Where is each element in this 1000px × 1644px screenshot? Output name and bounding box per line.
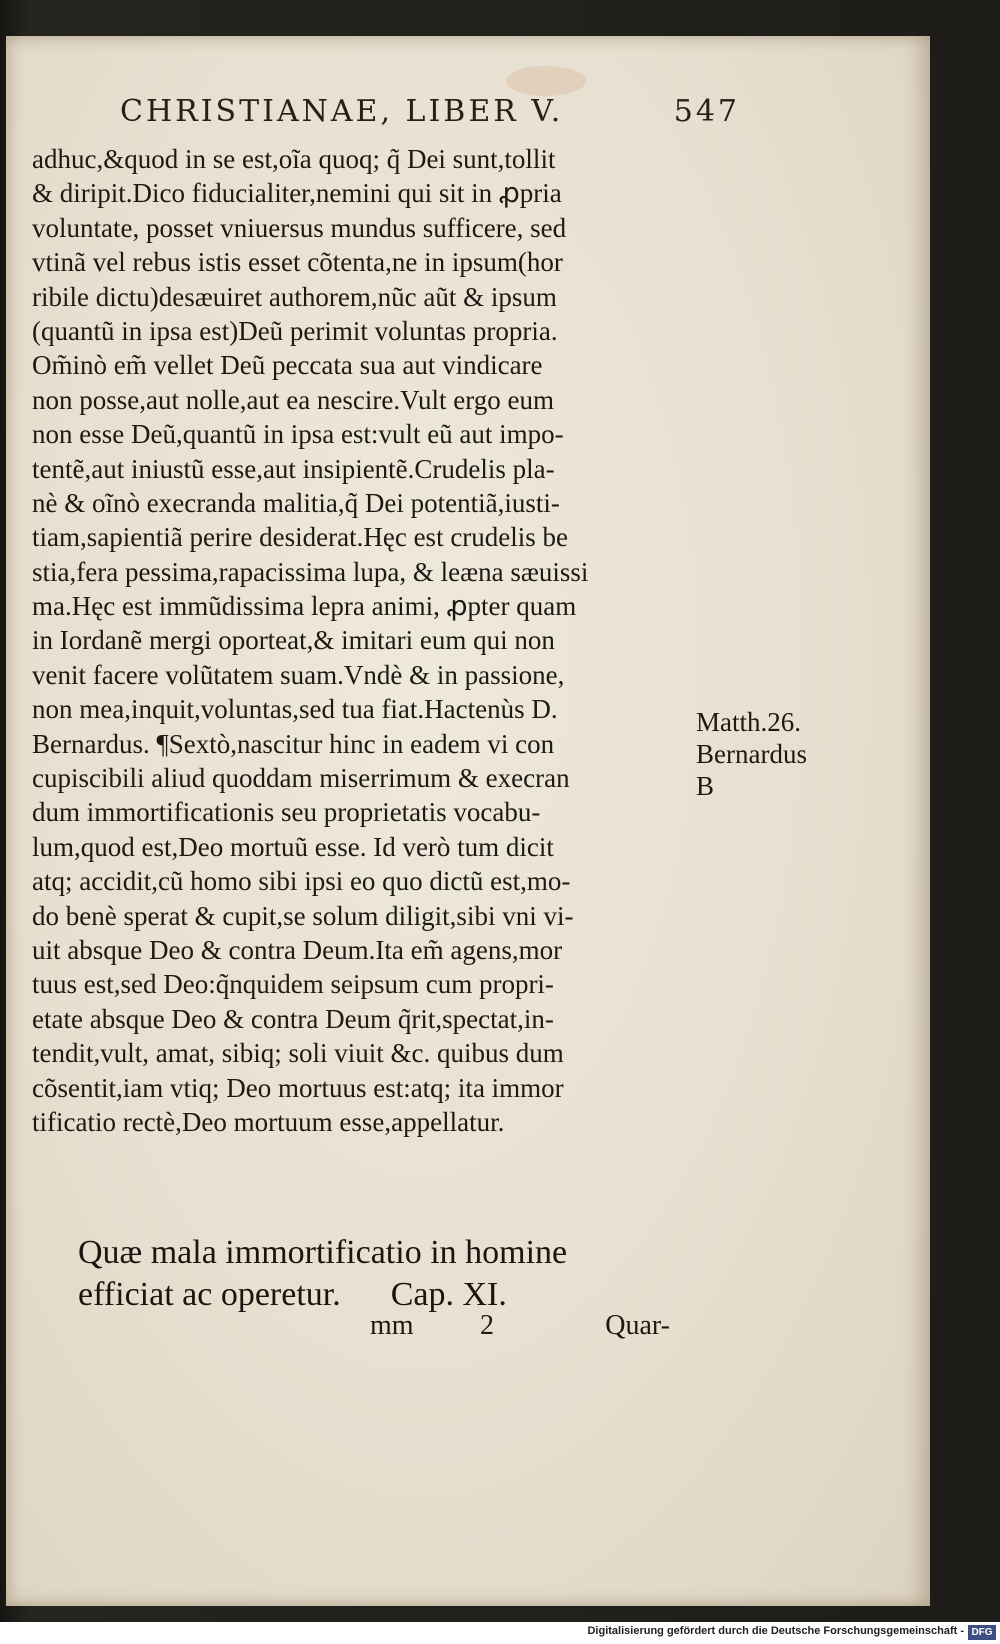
text-line: tendit,vult, amat, sibiq; soli viuit &c. quibus dum <box>32 1038 564 1069</box>
text-line: Om̃inò em̃ vellet Deũ peccata sua aut vindicare <box>32 350 543 381</box>
page-stain <box>506 66 586 96</box>
margin-note: Bernardus <box>696 739 807 769</box>
dfg-logo-icon: DFG <box>968 1625 996 1640</box>
text-line: tuus est,sed Deo:q̃nquidem seipsum cum propri- <box>32 969 554 1000</box>
text-line: non posse,aut nolle,aut ea nescire.Vult ergo eum <box>32 384 554 415</box>
text-line: dum immortificationis seu proprietatis vocabu- <box>32 797 541 828</box>
text-line: non mea,inquit,voluntas,sed tua fiat.Hactenùs D. <box>32 694 558 725</box>
text-line: nè & oĩnò execranda malitia,q̃ Dei potentiã,iusti- <box>32 487 560 518</box>
text-line: etate absque Deo & contra Deum q̃rit,spectat,in- <box>32 1003 554 1034</box>
text-line: cupiscibili aliud quoddam miserrimum & execran <box>32 763 570 794</box>
margin-note: B <box>696 771 715 801</box>
signature-mark: mm <box>370 1310 414 1341</box>
text-line: tificatio rectè,Deo mortuum esse,appellatur. <box>32 1106 505 1137</box>
text-line: ma.Hęc est immũdissima lepra animi, ꝓpter quam <box>32 591 577 622</box>
running-head-title: CHRISTIANAE, LIBER V. <box>120 94 564 129</box>
page-number: 547 <box>673 94 740 129</box>
text-line: non esse Deũ,quantũ in ipsa est:vult eũ aut impo- <box>32 419 564 450</box>
text-line: & diripit.Dico fiducialiter,nemini qui sit in ꝓpria <box>32 178 562 209</box>
margin-notes <box>696 706 807 802</box>
chapter-heading-text: efficiat ac operetur. <box>78 1276 341 1313</box>
text-line: do benè sperat & cupit,se solum diligit,sibi vni vi- <box>32 900 574 931</box>
text-line: atq; accidit,cũ homo sibi ipsi eo quo dictũ est,mo- <box>32 866 571 897</box>
catchword: Quar- <box>605 1310 670 1341</box>
body-text <box>32 142 692 1139</box>
text-line: tiam,sapientiã perire desiderat.Hęc est crudelis be <box>32 522 569 553</box>
footer-bar <box>0 1622 1000 1644</box>
signature-line <box>370 1310 670 1344</box>
text-line: uit absque Deo & contra Deum.Ita em̃ agens,mor <box>32 934 563 965</box>
text-line: (quantũ in ipsa est)Deũ perimit voluntas propria. <box>32 315 558 346</box>
text-line: voluntate, posset vniuersus mundus sufficere, sed <box>32 212 567 243</box>
text-line: venit facere volũtatem suam.Vndè & in passione, <box>32 659 565 690</box>
chapter-heading-line1: Quæ mala immortificatio in homine <box>78 1234 568 1271</box>
text-line: stia,fera pessima,rapacissima lupa, & leæna sæuissi <box>32 556 589 587</box>
text-line: ribile dictu)desæuiret authorem,nũc aũt & ipsum <box>32 281 557 312</box>
text-line: cõsentit,iam vtiq; Deo mortuus est:atq; ita immor <box>32 1072 564 1103</box>
text-line: vtinã vel rebus istis esset cõtenta,ne in ipsum(hor <box>32 247 563 278</box>
text-line: in Iordanẽ mergi oporteat,& imitari eum qui non <box>32 625 555 656</box>
signature-number: 2 <box>480 1310 494 1341</box>
chapter-number: Cap. XI. <box>390 1276 507 1313</box>
running-head <box>120 94 740 134</box>
text-line: tentẽ,aut iniustũ esse,aut insipientẽ.Crudelis pla- <box>32 453 555 484</box>
text-line: adhuc,&quod in se est,oĩa quoq; q̃ Dei sunt,tollit <box>32 144 556 174</box>
text-line: Bernardus. ¶Sextò,nascitur hinc in eadem vi con <box>32 728 555 759</box>
text-line: lum,quod est,Deo mortuũ esse. Id verò tum dicit <box>32 831 554 862</box>
chapter-heading <box>78 1232 698 1316</box>
footer-credit: Digitalisierung gefördert durch die Deutsche Forschungsgemeinschaft - <box>587 1625 964 1637</box>
margin-note: Matth.26. <box>696 707 801 737</box>
